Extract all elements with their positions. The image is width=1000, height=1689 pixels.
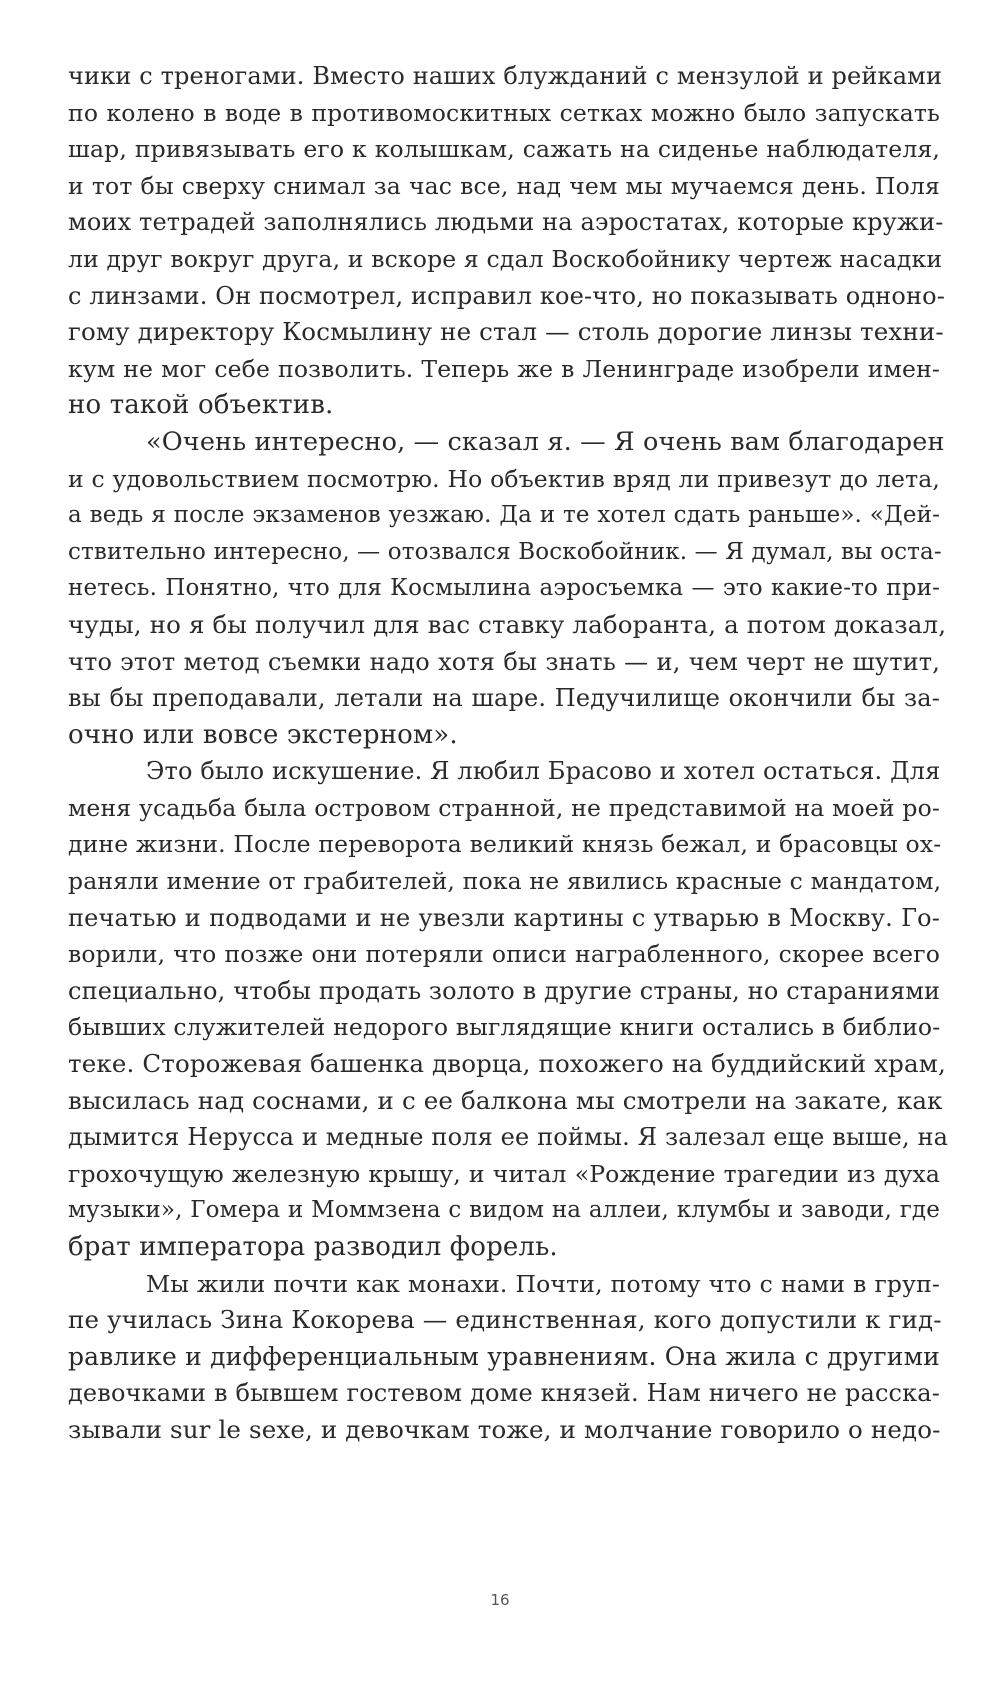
text-line: дине жизни. После переворота великий князь бежал, и брасовцы ох- xyxy=(68,830,942,859)
text-line: ли друг вокруг друга, и вскоре я сдал Воскобойнику чертеж насадки xyxy=(68,244,943,273)
text-line: высилась над соснами, и с ее балкона мы смотрели на закате, как xyxy=(68,1085,943,1115)
text-line: гому директору Космылину не стал — столь дорогие линзы техни- xyxy=(68,317,944,347)
text-line: зывали sur le sexe, и девочкам тоже, и молчание говорило о недо- xyxy=(68,1414,941,1444)
text-line: ворили, что позже они потеряли описи награбленного, скорее всего xyxy=(68,940,940,969)
text-line: что этот метод съемки надо хотя бы знать — и, чем черт не шутит, xyxy=(68,647,940,676)
text-line: шар, привязывать его к колышкам, сажать на сиденье наблюдателя, xyxy=(68,135,940,164)
text-line: музыки», Гомера и Моммзена с видом на аллеи, клумбы и заводи, где xyxy=(68,1197,940,1224)
text-line: брат императора разводил форель. xyxy=(68,1232,558,1262)
text-line: девочками в бывшем гостевом доме князей. Нам ничего не расска- xyxy=(68,1379,940,1408)
page-number: 16 xyxy=(490,1591,510,1609)
text-line: теке. Сторожевая башенка дворца, похожего на буддийский храм, xyxy=(68,1049,946,1079)
paragraph-start-line: Это было искушение. Я любил Брасово и хотел остаться. Для xyxy=(146,757,941,786)
text-line: и тот бы сверху снимал за час все, над чем мы мучаемся день. Поля xyxy=(68,171,940,200)
text-line: вы бы преподавали, летали на шаре. Педучилище окончили бы за- xyxy=(68,684,940,713)
text-line: дымится Нерусса и медные поля ее поймы. Я залезал еще выше, на xyxy=(68,1123,949,1152)
text-line: очно или вовсе экстерном». xyxy=(68,719,458,750)
text-line: бывших служителей недорого выглядящие книги остались в библио- xyxy=(68,1013,941,1042)
text-line: меня усадьба была островом странной, не представимой на моей ро- xyxy=(68,793,940,822)
text-line: но такой объектив. xyxy=(68,390,334,421)
text-line: печатью и подводами и не увезли картины с утварью в Москву. Го- xyxy=(68,903,940,932)
text-line: равлике и дифференциальным уравнениям. Она жила с другими xyxy=(68,1341,940,1371)
text-line: моих тетрадей заполнялись людьми на аэростатах, которые кружи- xyxy=(68,208,944,237)
text-line: чуды, но я бы получил для вас ставку лаборанта, а потом доказал, xyxy=(68,609,947,639)
text-line: а ведь я после экзаменов уезжаю. Да и те хотел сдать раньше». «Дей- xyxy=(68,502,940,529)
paragraph-start-line: Мы жили почти как монахи. Почти, потому что с нами в груп- xyxy=(146,1269,940,1298)
text-line: и с удовольствием посмотрю. Но объектив вряд ли привезут до лета, xyxy=(68,464,940,493)
text-line: раняли имение от грабителей, пока не явились красные с мандатом, xyxy=(68,867,942,896)
text-line: с линзами. Он посмотрел, исправил кое-что, но показывать одноно- xyxy=(68,281,946,310)
text-line: нетесь. Понятно, что для Космылина аэросъемка — это какие-то при- xyxy=(68,575,940,602)
text-line: чики с треногами. Вместо наших блужданий с мензулой и рейками xyxy=(68,62,943,90)
text-line: кум не мог себе позволить. Теперь же в Ленинграде изобрели имен- xyxy=(68,354,940,383)
text-line: пе училась Зина Кокорева — единственная, кого допустили к гид- xyxy=(68,1305,942,1335)
text-line: специально, чтобы продать золото в другие страны, но стараниями xyxy=(68,976,941,1005)
text-line: по колено в воде в противомоскитных сетках можно было запускать xyxy=(68,98,940,127)
text-line: ствительно интересно, — отозвался Воскобойник. — Я думал, вы оста- xyxy=(68,538,942,565)
paragraph-start-line: «Очень интересно, — сказал я. — Я очень вам благодарен xyxy=(146,426,945,457)
body-text xyxy=(68,58,949,1449)
text-line: грохочущую железную крышу, и читал «Рождение трагедии из духа xyxy=(68,1159,940,1188)
